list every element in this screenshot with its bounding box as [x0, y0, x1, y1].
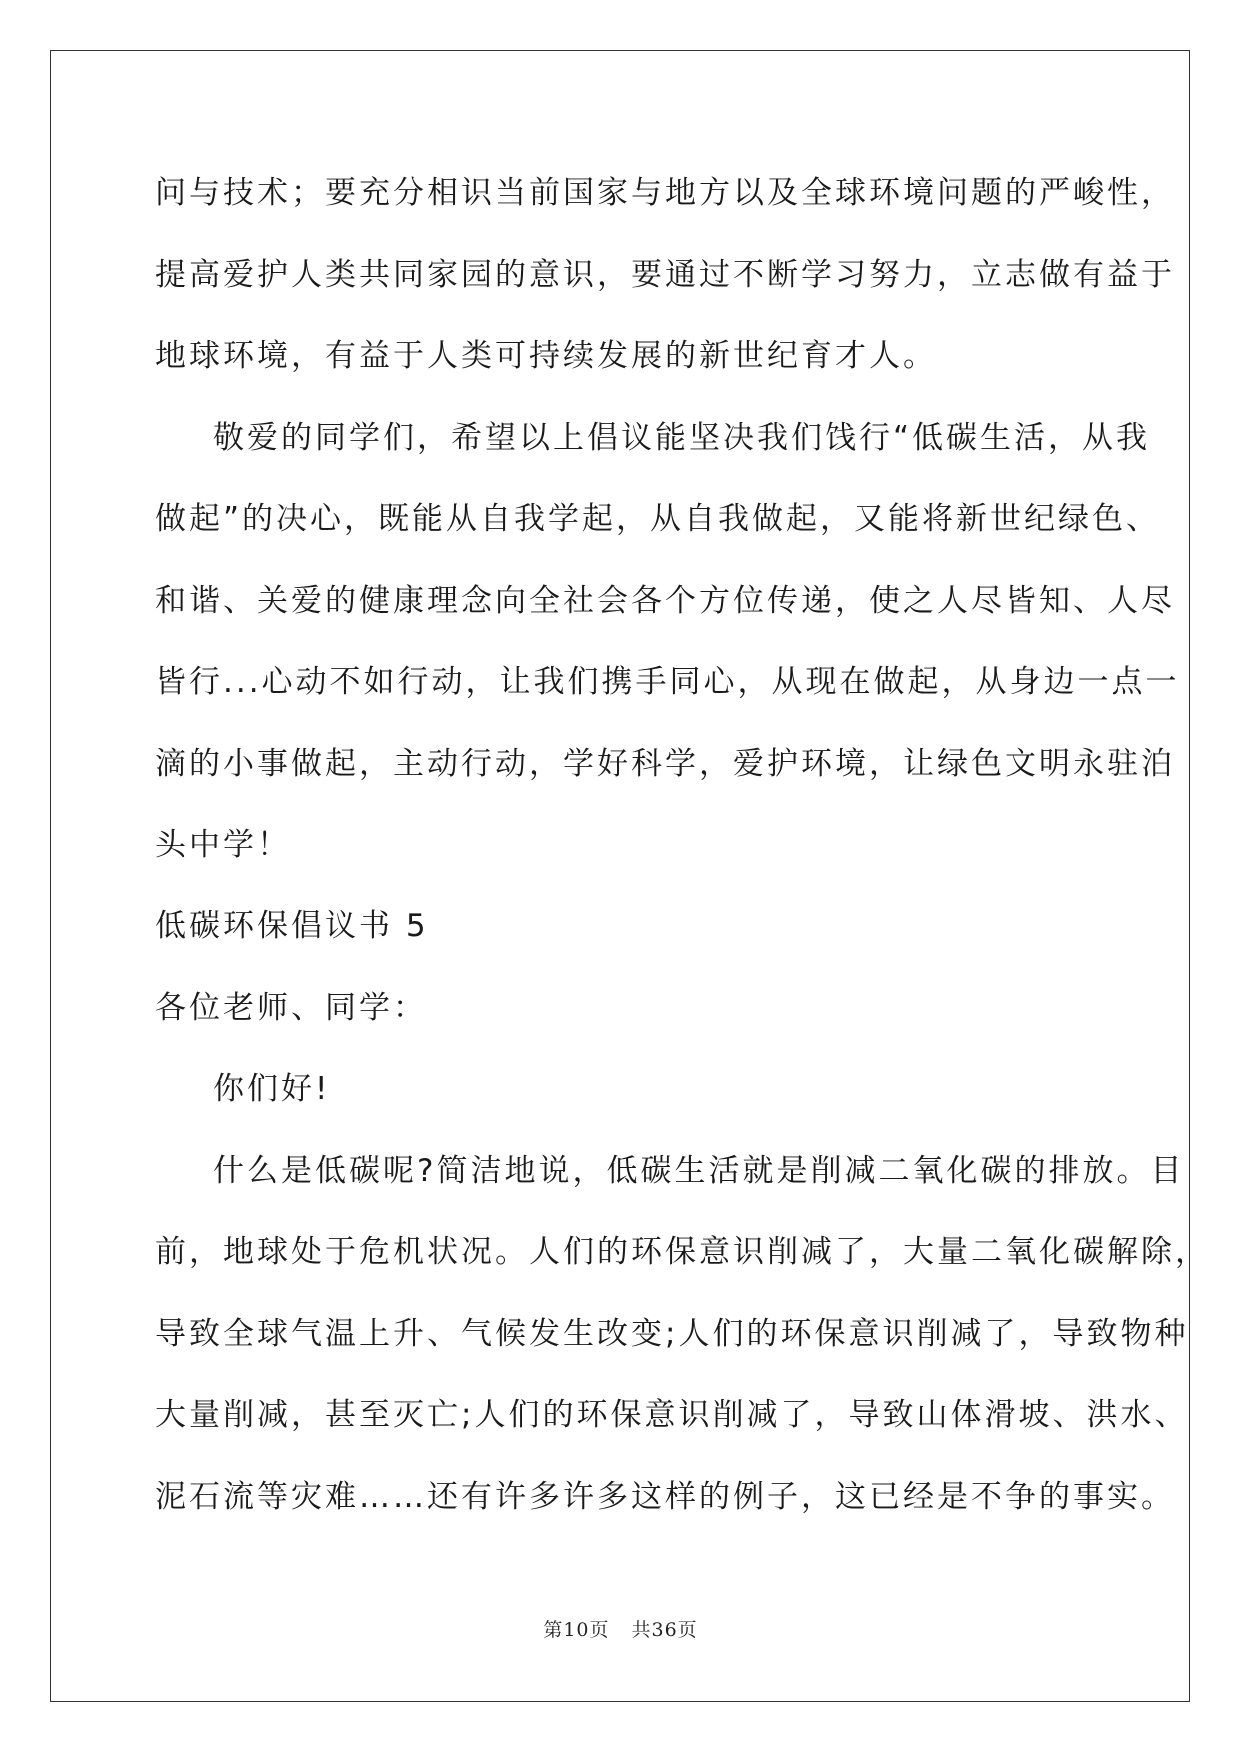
page-number: 第10页: [543, 1619, 610, 1641]
paragraph-line: 前，地球处于危机状况。人们的环保意识削减了，大量二氧化碳解除，: [155, 1234, 1209, 1270]
page-border: [50, 50, 1190, 1702]
paragraph-line: 大量削减，甚至灭亡;人们的环保意识削减了，导致山体滑坡、洪水、: [155, 1397, 1189, 1433]
paragraph-line: 做起”的决心，既能从自我学起，从自我做起，又能将新世纪绿色、: [155, 501, 1161, 537]
paragraph-line: 头中学！: [155, 827, 291, 863]
paragraph-line: 皆行...心动不如行动，让我们携手同心，从现在做起，从身边一点一: [155, 664, 1180, 700]
paragraph-line: 地球环境，有益于人类可持续发展的新世纪育才人。: [155, 338, 937, 374]
greeting: 你们好!: [213, 1071, 331, 1107]
paragraph-line: 泥石流等灾难……还有许多许多这样的例子，这已经是不争的事实。: [155, 1479, 1175, 1515]
paragraph-line: 敬爱的同学们，希望以上倡议能坚决我们饯行“低碳生活，从我: [213, 420, 1151, 456]
paragraph-line: 滴的小事做起，主动行动，学好科学，爱护环境，让绿色文明永驻泊: [155, 746, 1175, 782]
paragraph-line: 什么是低碳呢?简洁地说，低碳生活就是削减二氧化碳的排放。目: [213, 1153, 1185, 1189]
paragraph-line: 和谐、关爱的健康理念向全社会各个方位传递，使之人尽皆知、人尽: [155, 583, 1175, 619]
page-footer: [0, 1615, 1241, 1642]
section-heading: 低碳环保倡议书 5: [155, 908, 429, 944]
paragraph-line: 问与技术；要充分相识当前国家与地方以及全球环境问题的严峻性，: [155, 175, 1175, 211]
page-total: 共36页: [631, 1619, 698, 1641]
salutation: 各位老师、同学：: [155, 990, 427, 1026]
paragraph-line: 导致全球气温上升、气候发生改变;人们的环保意识削减了，导致物种: [155, 1316, 1189, 1352]
paragraph-line: 提高爱护人类共同家园的意识，要通过不断学习努力，立志做有益于: [155, 257, 1175, 293]
